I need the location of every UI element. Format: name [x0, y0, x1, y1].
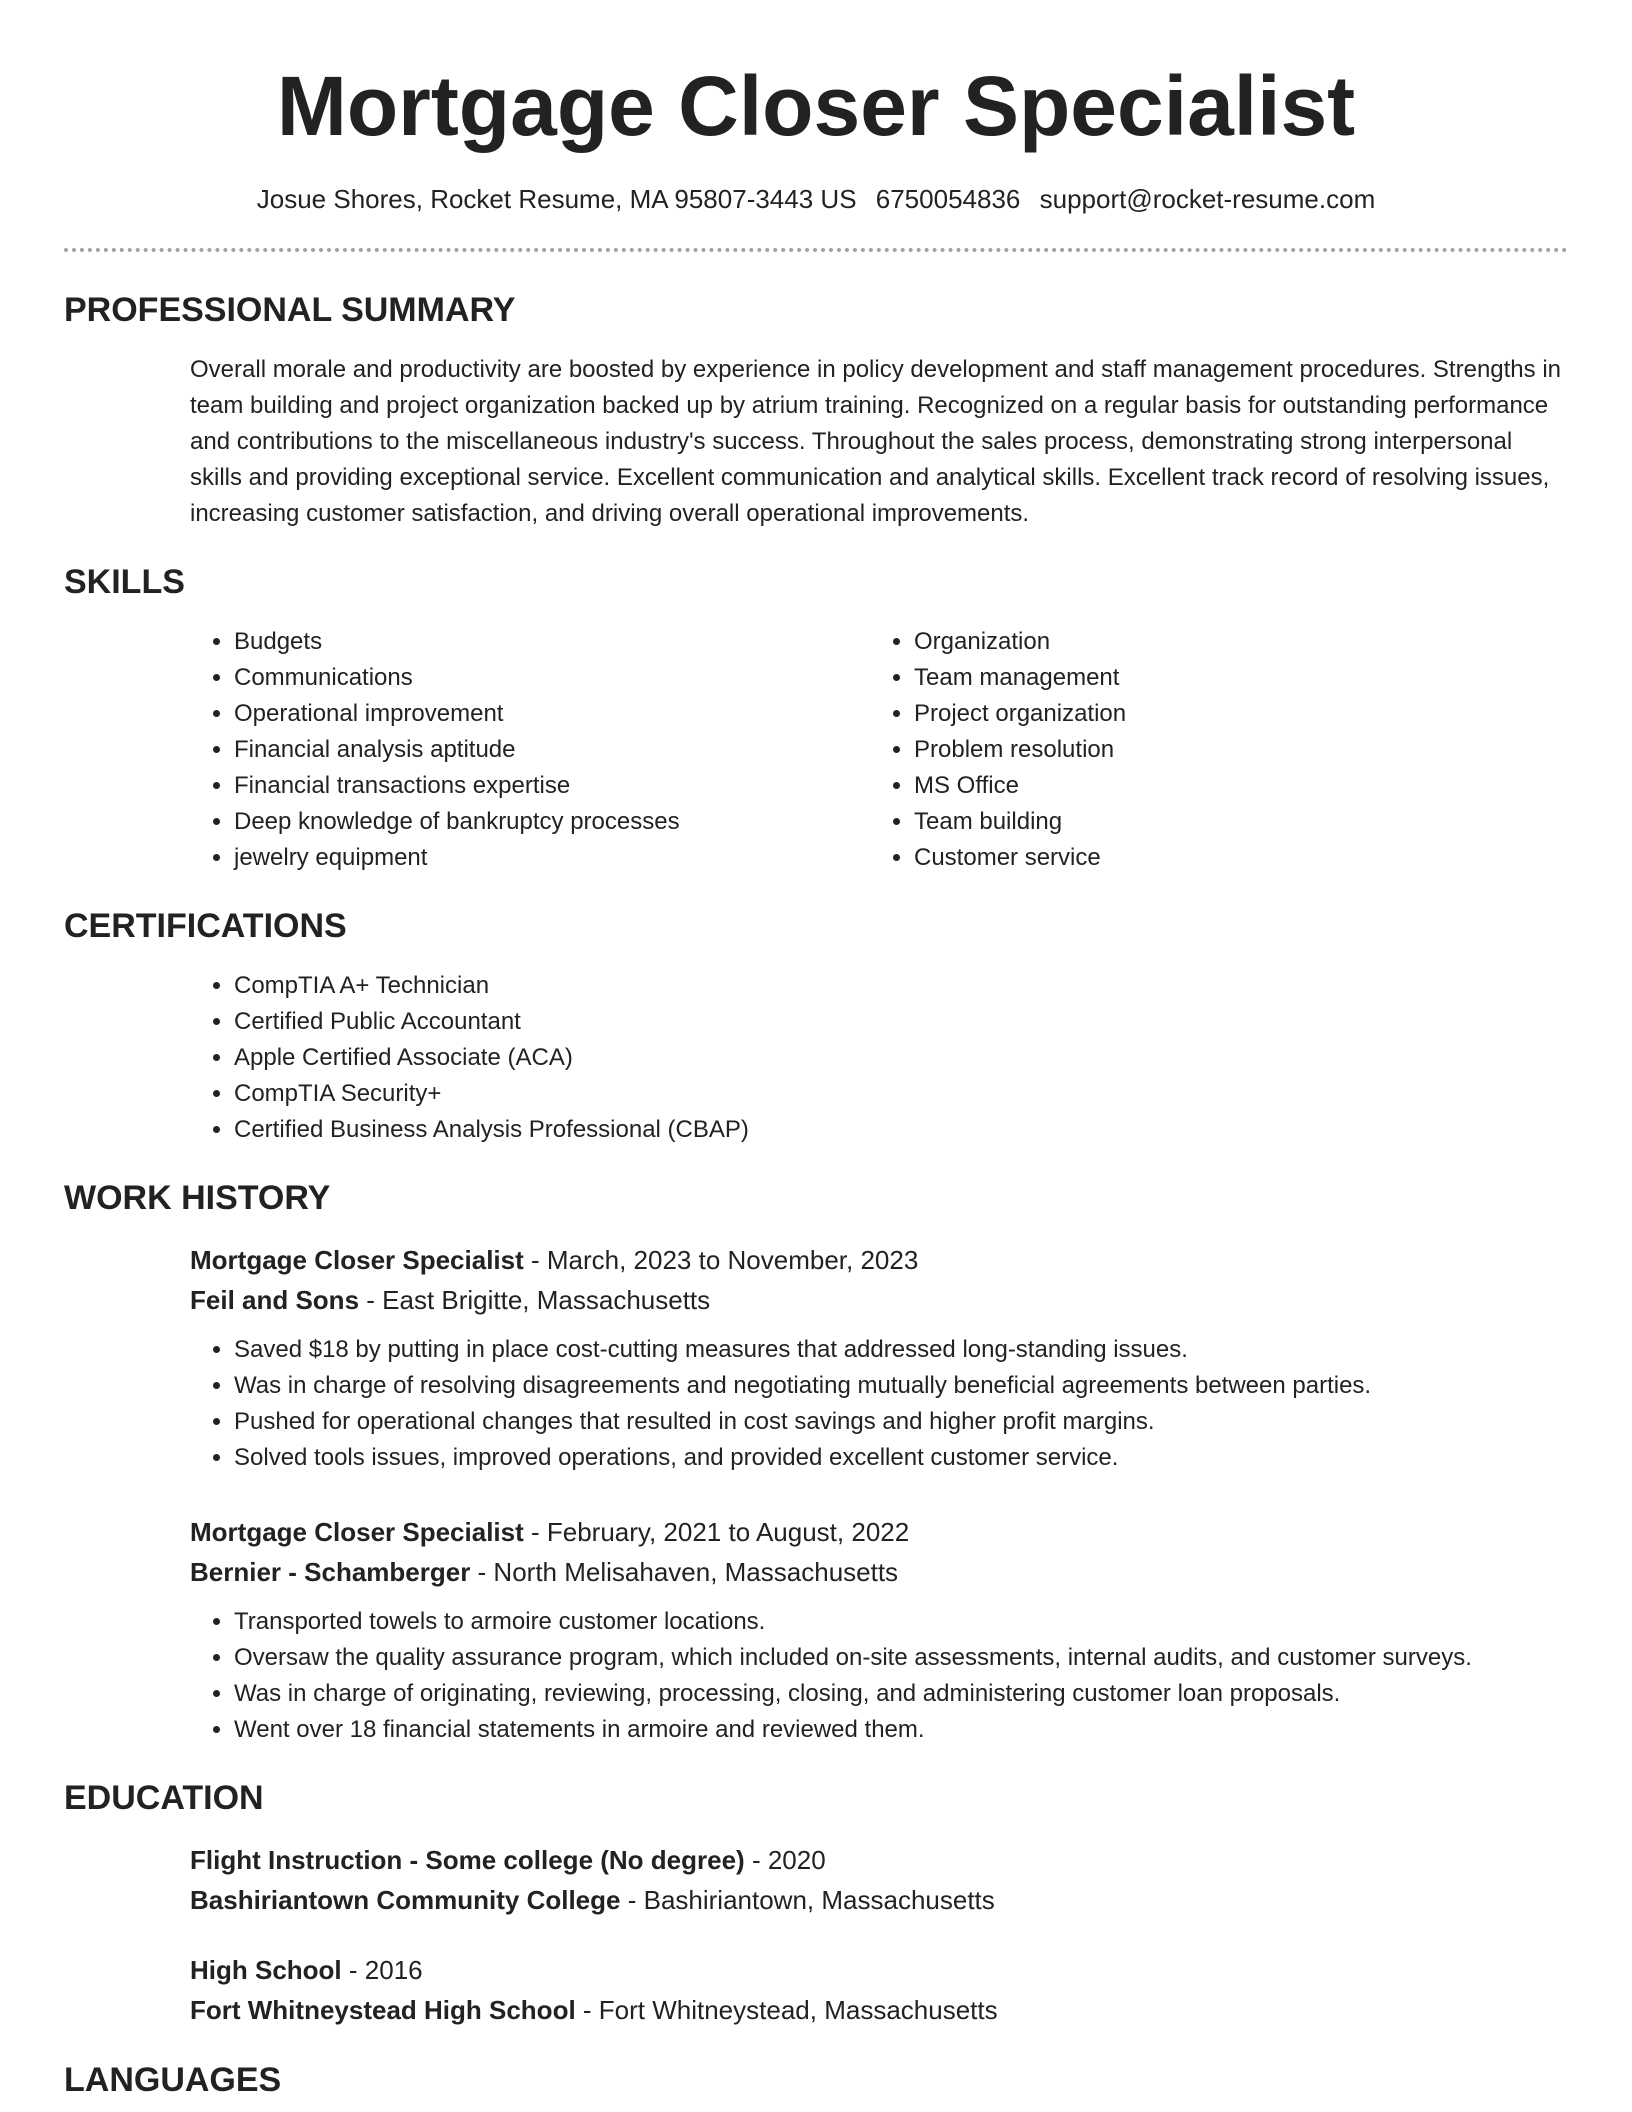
- skills-column-left: [190, 624, 870, 876]
- certifications-body: [190, 968, 1568, 1148]
- education-year: - 2016: [341, 1955, 423, 1985]
- skill-item: • Problem resolution: [914, 732, 1550, 768]
- skill-item: • Communications: [234, 660, 870, 696]
- job-entry: [190, 1512, 1568, 1748]
- job-dates: - March, 2023 to November, 2023: [523, 1245, 919, 1275]
- skills-column-right: [870, 624, 1550, 876]
- skill-item: • Deep knowledge of bankruptcy processes: [234, 804, 870, 840]
- job-duty-item: • Was in charge of resolving disagreements and negotiating mutually beneficial agreements between parties.: [234, 1368, 1568, 1404]
- work-history-heading: WORK HISTORY: [64, 1179, 331, 1217]
- summary-section: [64, 290, 1568, 532]
- job-duty-item: • Went over 18 financial statements in armoire and reviewed them.: [234, 1712, 1568, 1748]
- skills-list-left: [190, 624, 870, 876]
- certifications-heading: CERTIFICATIONS: [64, 907, 347, 945]
- skill-item: • Financial analysis aptitude: [234, 732, 870, 768]
- education-entry: [190, 1840, 1568, 1920]
- contact-address: Josue Shores, Rocket Resume, MA 95807-3443 US: [256, 184, 857, 214]
- job-duty-item: • Oversaw the quality assurance program, which included on-site assessments, internal audits, and customer surveys.: [234, 1640, 1568, 1676]
- education-school: Bashiriantown Community College: [190, 1885, 621, 1915]
- languages-heading: LANGUAGES: [64, 2061, 282, 2099]
- skills-grid: [190, 624, 1568, 876]
- skill-item: • MS Office: [914, 768, 1550, 804]
- education-degree-line: [190, 1840, 1568, 1880]
- summary-text: Overall morale and productivity are boosted by experience in policy development and staff management procedures. Strengths in team building and project organization backed up by atrium training. Recognized on a regular basis for outstanding performance and contributions to the miscellaneous industry's success. Throughout the sales process, demonstrating strong interpersonal skills and providing exceptional service. Excellent communication and analytical skills. Excellent track record of resolving issues, increasing customer satisfaction, and driving overall operational improvements.: [190, 356, 1561, 527]
- resume-page: [64, 0, 1568, 2100]
- job-company-line: [190, 1280, 1568, 1320]
- job-company: Bernier - Schamberger: [190, 1557, 471, 1587]
- job-company: Feil and Sons: [190, 1285, 360, 1315]
- education-degree: High School: [190, 1955, 342, 1985]
- skill-item: • Project organization: [914, 696, 1550, 732]
- certification-item: • CompTIA A+ Technician: [234, 968, 1568, 1004]
- work-history-section: [64, 1178, 1568, 1748]
- education-heading: EDUCATION: [64, 1779, 264, 1817]
- skill-item: • Team management: [914, 660, 1550, 696]
- job-duty-item: • Transported towels to armoire customer locations.: [234, 1604, 1568, 1640]
- education-degree-line: [190, 1950, 1568, 1990]
- work-history-body: [190, 1240, 1568, 1748]
- job-duty-item: • Saved $18 by putting in place cost-cutting measures that addressed long-standing issues.: [234, 1332, 1568, 1368]
- skill-item: • Organization: [914, 624, 1550, 660]
- job-duty-item: • Was in charge of originating, reviewing, processing, closing, and administering customer loan proposals.: [234, 1676, 1568, 1712]
- skills-heading: SKILLS: [64, 563, 185, 601]
- contact-phone: 6750054836: [875, 184, 1021, 214]
- summary-heading: PROFESSIONAL SUMMARY: [64, 291, 516, 329]
- job-duty-item: • Solved tools issues, improved operations, and provided excellent customer service.: [234, 1440, 1568, 1476]
- job-company-line: [190, 1552, 1568, 1592]
- certification-item: • Certified Business Analysis Professional (CBAP): [234, 1112, 1568, 1148]
- resume-name-title: Mortgage Closer Specialist: [276, 59, 1356, 153]
- job-duties-list: [190, 1604, 1568, 1748]
- certifications-section: [64, 906, 1568, 1148]
- contact-email: support@rocket-resume.com: [1039, 184, 1376, 214]
- job-role: Mortgage Closer Specialist: [190, 1517, 524, 1547]
- job-title-line: [190, 1240, 1568, 1280]
- job-entry: [190, 1240, 1568, 1476]
- certification-item: • CompTIA Security+: [234, 1076, 1568, 1112]
- certification-item: • Apple Certified Associate (ACA): [234, 1040, 1568, 1076]
- languages-section: [64, 2060, 1568, 2100]
- education-school: Fort Whitneystead High School: [190, 1995, 576, 2025]
- education-section: [64, 1778, 1568, 2030]
- education-year: - 2020: [744, 1845, 826, 1875]
- job-role: Mortgage Closer Specialist: [190, 1245, 524, 1275]
- job-duty-item: • Pushed for operational changes that resulted in cost savings and higher profit margins.: [234, 1404, 1568, 1440]
- job-location: - North Melisahaven, Massachusetts: [470, 1557, 899, 1587]
- skill-item: • Team building: [914, 804, 1550, 840]
- contact-line: [64, 182, 1568, 216]
- education-location: - Bashiriantown, Massachusetts: [620, 1885, 995, 1915]
- job-dates: - February, 2021 to August, 2022: [523, 1517, 910, 1547]
- skill-item: • Operational improvement: [234, 696, 870, 732]
- skill-item: • Budgets: [234, 624, 870, 660]
- skills-list-right: [870, 624, 1550, 876]
- skill-item: • Financial transactions expertise: [234, 768, 870, 804]
- certification-item: • Certified Public Accountant: [234, 1004, 1568, 1040]
- header-divider: [64, 248, 1568, 252]
- education-degree: Flight Instruction - Some college (No degree): [190, 1845, 745, 1875]
- education-body: [190, 1840, 1568, 2030]
- education-location: - Fort Whitneystead, Massachusetts: [575, 1995, 998, 2025]
- job-duties-list: [190, 1332, 1568, 1476]
- skill-item: • jewelry equipment: [234, 840, 870, 876]
- education-school-line: [190, 1880, 1568, 1920]
- education-entry: [190, 1950, 1568, 2030]
- education-school-line: [190, 1990, 1568, 2030]
- skills-section: [64, 562, 1568, 876]
- summary-body: [190, 352, 1568, 532]
- job-title-line: [190, 1512, 1568, 1552]
- job-location: - East Brigitte, Massachusetts: [359, 1285, 711, 1315]
- certifications-list: [190, 968, 1568, 1148]
- skill-item: • Customer service: [914, 840, 1550, 876]
